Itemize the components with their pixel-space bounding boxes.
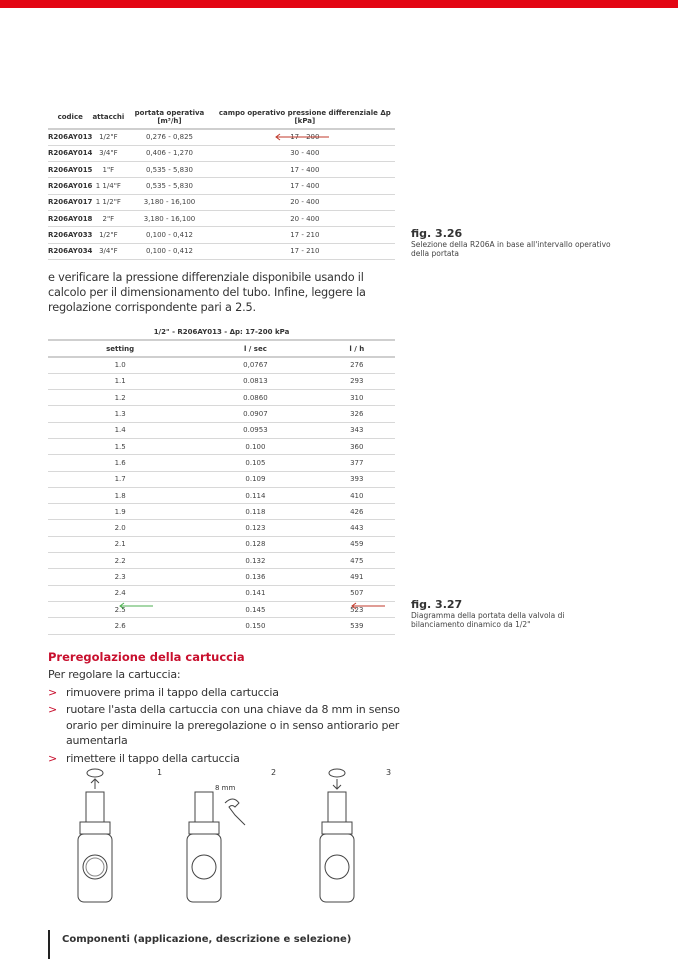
table-cell: 17 - 200	[215, 129, 395, 145]
table-cell: 1/2"F	[92, 227, 124, 243]
table-row	[48, 487, 395, 503]
table-cell: 0.0860	[192, 390, 318, 406]
table-cell: 0.114	[192, 487, 318, 503]
figure-label: fig. 3.26	[411, 227, 463, 240]
table-cell: 0.0907	[192, 406, 318, 422]
table-cell: 0.150	[192, 618, 318, 634]
table-row	[48, 357, 395, 373]
table-cell: 0,276 - 0,825	[124, 129, 214, 145]
table-cell: 1 1/2"F	[92, 194, 124, 210]
table-row	[48, 504, 395, 520]
table-row	[48, 585, 395, 601]
table-cell: 0.0813	[192, 373, 318, 389]
table-cell: 0,406 - 1,270	[124, 145, 214, 161]
footer-section-title: Componenti (applicazione, descrizione e selezione)	[62, 934, 352, 945]
step-number: 2	[271, 768, 277, 777]
table-cell: 0,0767	[192, 357, 318, 373]
table-cell: 3,180 - 16,100	[124, 194, 214, 210]
table-cell: R206AY017	[48, 194, 92, 210]
table-row	[48, 536, 395, 552]
table-cell: 360	[319, 438, 395, 454]
col-header: setting	[48, 340, 192, 357]
green-arrow-icon	[118, 602, 154, 610]
table-row	[48, 601, 395, 617]
list-item	[48, 751, 408, 767]
table-cell: 426	[319, 504, 395, 520]
table-cell: 0,535 - 5,830	[124, 178, 214, 194]
table-cell: 0.123	[192, 520, 318, 536]
table-cell: R206AY033	[48, 227, 92, 243]
table-cell: 1.7	[48, 471, 192, 487]
table-row	[48, 194, 395, 210]
table-cell: 30 - 400	[215, 145, 395, 161]
bullet-icon: >	[48, 703, 58, 716]
table-cell: 393	[319, 471, 395, 487]
figure-caption-3-26	[411, 227, 631, 258]
table-cell: 410	[319, 487, 395, 503]
table-cell: 1.6	[48, 455, 192, 471]
table-cell: 1/2"F	[92, 129, 124, 145]
col-header: campo operativo pressione differenziale Δp [kPa]	[215, 106, 395, 129]
footer-divider	[48, 930, 50, 959]
bullet-icon: >	[48, 751, 58, 765]
table-cell: 0.128	[192, 536, 318, 552]
step-number: 1	[157, 768, 163, 777]
table-cell: 0.105	[192, 455, 318, 471]
table-cell: R206AY018	[48, 210, 92, 226]
table-row	[48, 178, 395, 194]
col-header: l / h	[319, 340, 395, 357]
brand-top-bar	[0, 0, 678, 8]
table-row	[48, 406, 395, 422]
table-cell: 0.145	[192, 601, 318, 617]
table-row	[48, 618, 395, 634]
valve-step-1-illustration	[68, 765, 118, 905]
table-cell: 0,535 - 5,830	[124, 162, 214, 178]
table-cell: R206AY014	[48, 145, 92, 161]
table-cell: 1.2	[48, 390, 192, 406]
table-cell: 0.141	[192, 585, 318, 601]
table-cell: 0,100 - 0,412	[124, 243, 214, 259]
table-row	[48, 243, 395, 259]
table-cell: 2.1	[48, 536, 192, 552]
body-paragraph: e verificare la pressione differenziale disponibile usando il calcolo per il dimensionamento del tubo. Infine, leggere la regolazione corrispondente pari a 2.5.	[48, 271, 366, 314]
figure-caption-3-27	[411, 598, 581, 629]
table-cell: 1.8	[48, 487, 192, 503]
table-cell: R206AY013	[48, 129, 92, 145]
table-cell: R206AY034	[48, 243, 92, 259]
table-cell: 377	[319, 455, 395, 471]
step-text: rimettere il tappo della cartuccia	[66, 751, 240, 765]
table-cell: 1"F	[92, 162, 124, 178]
col-header: l / sec	[192, 340, 318, 357]
table-cell: 2.3	[48, 569, 192, 585]
intro-text: Per regolare la cartuccia:	[48, 668, 181, 681]
table-cell: R206AY016	[48, 178, 92, 194]
table-cell: 293	[319, 373, 395, 389]
table-cell: 2.0	[48, 520, 192, 536]
table-cell: 523	[319, 601, 395, 617]
table-cell: 0.118	[192, 504, 318, 520]
table-cell: 2.6	[48, 618, 192, 634]
table-cell: 0.132	[192, 553, 318, 569]
red-arrow-icon	[274, 133, 330, 141]
table-row	[48, 569, 395, 585]
table-row	[48, 422, 395, 438]
table-cell: 17 - 400	[215, 162, 395, 178]
table-cell: 3,180 - 16,100	[124, 210, 214, 226]
table-row	[48, 390, 395, 406]
table-title: 1/2" - R206AY013 - Δp: 17-200 kPa	[153, 328, 290, 336]
table-row	[48, 438, 395, 454]
table-row	[48, 373, 395, 389]
table-row	[48, 227, 395, 243]
table-cell: 459	[319, 536, 395, 552]
table-row	[48, 553, 395, 569]
table-row	[48, 455, 395, 471]
table-cell: 0,100 - 0,412	[124, 227, 214, 243]
table-cell: 17 - 210	[215, 227, 395, 243]
table-cell: 1.3	[48, 406, 192, 422]
step-number: 3	[386, 768, 392, 777]
table-cell: 3/4"F	[92, 145, 124, 161]
table-cell: 443	[319, 520, 395, 536]
flow-settings-table	[48, 339, 395, 635]
step-text: rimuovere prima il tappo della cartuccia	[66, 685, 279, 699]
instructions	[48, 667, 408, 766]
step-text: ruotare l'asta della cartuccia con una chiave da 8 mm in senso orario per diminuire la preregolazione o in senso antiorario per aumentarla	[66, 703, 400, 747]
table-row	[48, 520, 395, 536]
table-row	[48, 162, 395, 178]
table-cell: 0.136	[192, 569, 318, 585]
table-cell: 507	[319, 585, 395, 601]
table-cell: 1 1/4"F	[92, 178, 124, 194]
table-cell: 2.4	[48, 585, 192, 601]
valve-step-3-illustration	[318, 765, 368, 905]
figure-caption: Diagramma della portata della valvola di bilanciamento dinamico da 1/2"	[411, 611, 565, 629]
table-cell: 491	[319, 569, 395, 585]
table-cell: 17 - 400	[215, 178, 395, 194]
wrench-label: 8 mm	[215, 784, 236, 792]
table-row	[48, 210, 395, 226]
table-cell: R206AY015	[48, 162, 92, 178]
table-cell: 1.0	[48, 357, 192, 373]
col-header: attacchi	[92, 106, 124, 129]
table-cell: 0.109	[192, 471, 318, 487]
section-heading: Preregolazione della cartuccia	[48, 650, 245, 664]
list-item	[48, 685, 408, 701]
table-cell: 17 - 210	[215, 243, 395, 259]
col-header: codice	[48, 106, 92, 129]
valve-selection-table	[48, 106, 395, 260]
table-cell: 2"F	[92, 210, 124, 226]
table-row	[48, 129, 395, 145]
table-cell: 0.100	[192, 438, 318, 454]
bullet-icon: >	[48, 685, 58, 699]
table-cell: 20 - 400	[215, 194, 395, 210]
table-cell: 326	[319, 406, 395, 422]
table-cell: 2.2	[48, 553, 192, 569]
valve-step-2-illustration	[185, 765, 260, 905]
list-item	[48, 702, 408, 749]
table-cell: 1.9	[48, 504, 192, 520]
table-cell: 1.5	[48, 438, 192, 454]
table-cell: 1.4	[48, 422, 192, 438]
table-cell: 2.5	[48, 601, 192, 617]
figure-label: fig. 3.27	[411, 598, 463, 611]
table-cell: 475	[319, 553, 395, 569]
col-header: portata operativa [m³/h]	[124, 106, 214, 129]
table-cell: 0.0953	[192, 422, 318, 438]
table-row	[48, 145, 395, 161]
figure-caption: Selezione della R206A in base all'intervallo operativo della portata	[411, 240, 611, 258]
table-cell: 539	[319, 618, 395, 634]
table-cell: 20 - 400	[215, 210, 395, 226]
table-cell: 1.1	[48, 373, 192, 389]
table-row	[48, 471, 395, 487]
table-cell: 343	[319, 422, 395, 438]
table-cell: 3/4"F	[92, 243, 124, 259]
table-cell: 276	[319, 357, 395, 373]
table-cell: 310	[319, 390, 395, 406]
red-arrow-icon	[350, 602, 386, 610]
